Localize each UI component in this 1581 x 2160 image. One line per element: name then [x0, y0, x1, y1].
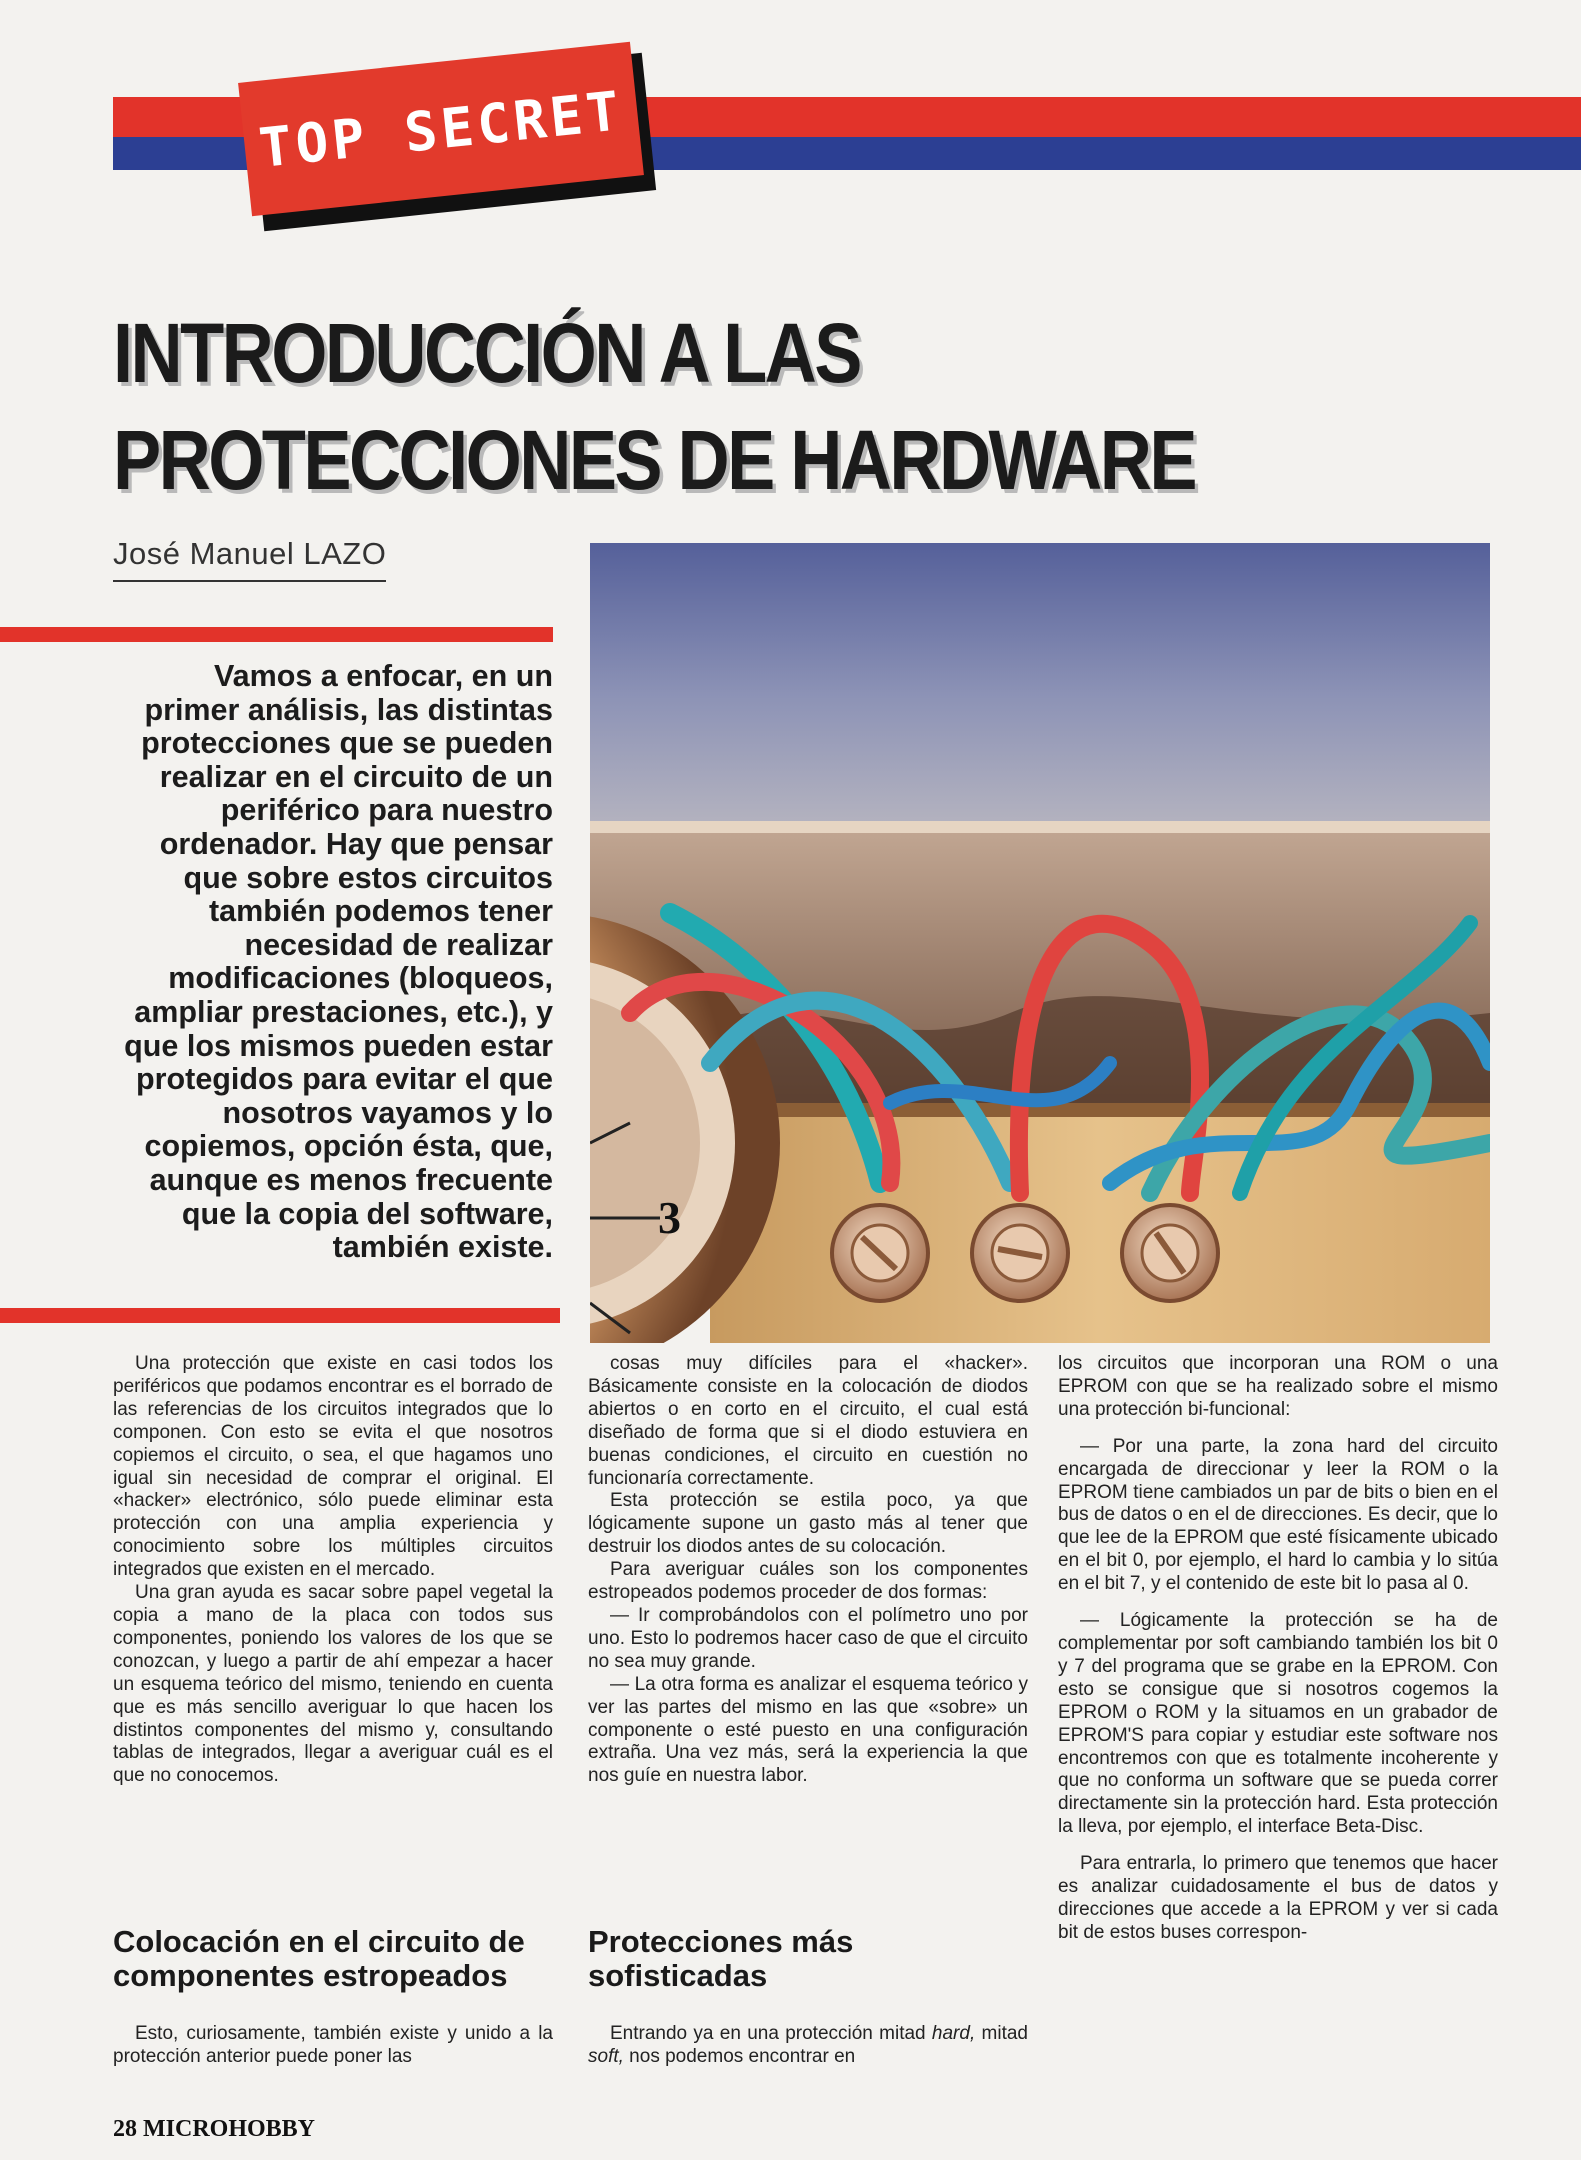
column-1: [113, 1353, 553, 1788]
lead-top-rule: [0, 627, 553, 642]
col1-paragraph-1: Una protección que existe en casi todos los periféricos que podamos encontrar es el borrado de las referencias de los circuitos integrados que lo componen. Con esto se evita el que nosotros copiemos el circuito, o sea, el que hagamos uno igual sin necesidad de comprar el original. El «hacker» electrónico, sólo puede eliminar esta protección con una amplia experiencia y conocimiento sobre los múltiples circuitos integrados que existen en el mercado.: [113, 1353, 553, 1581]
column-3: [1058, 1353, 1498, 1945]
col3-paragraph-2: — Por una parte, la zona hard del circuito encargada de direccionar y leer la ROM o la EPROM tiene cambiados un par de bits o bien en el bus de datos o en el de direcciones. Es decir, que lo que lee de la EPROM que esté físicamente ubicado en el bit 0, por ejemplo, el hard lo cambia y lo sitúa en el bit 7, y el contenido de este bit lo pasa al 0.: [1058, 1435, 1498, 1595]
col2-paragraph-3: Para averiguar cuáles son los componentes estropeados podemos proceder de dos formas:: [588, 1559, 1028, 1604]
illustration-svg: [590, 543, 1490, 1343]
subhead-componentes-estropeados: Colocación en el circuito de componentes estropeados: [113, 1924, 525, 1993]
author-byline: José Manuel LAZO: [113, 536, 386, 582]
subhead-protecciones-sofisticadas: Protecciones más sofisticadas: [588, 1924, 854, 1993]
col1-paragraph-2: Una gran ayuda es sacar sobre papel vegetal la copia a mano de la placa con todos sus componentes, poniendo los valores de los que se conozcan, y luego a partir de ahí empezar a hacer un esquema teórico del mismo, teniendo en cuenta que es más sencillo averiguar lo que hacen los distintos componentes del mismo y, consultando tablas de integrados, llegar a averiguar cuál es el que no conocemos.: [113, 1582, 553, 1787]
lead-bottom-rule: [0, 1308, 560, 1323]
lead-paragraph: Vamos a enfocar, en un primer análisis, las distintas protecciones que se pueden realizar en el circuito de un periférico para nuestro ordenador. Hay que pensar que sobre estos circuitos también podemos tener necesidad de realizar modificaciones (bloqueos, ampliar prestaciones, etc.), y que los mismos pueden estar protegidos para evitar el que nosotros vayamos y lo copiemos, opción ésta, que, aunque es menos frecuente que la copia del software, también existe.: [124, 659, 553, 1265]
column-1-bottom: [113, 2023, 553, 2069]
col2-paragraph-4: — Ir comprobándolos con el polímetro uno por uno. Esto lo podremos hacer caso de que el circuito no sea muy grande.: [588, 1604, 1028, 1672]
title-line-2: PROTECCIONES DE HARDWARE: [113, 413, 1195, 507]
col2-paragraph-1: cosas muy difíciles para el «hacker». Básicamente consiste en la colocación de diodos abiertos o en corto en el circuito, el cual está diseñado de forma que si el diodo estuviera en buenas condiciones, el circuito en cuestión no funcionaría correctamente.: [588, 1353, 1028, 1489]
dial-number: 3: [658, 1192, 681, 1243]
col2-p6-text-a: Entrando ya en una protección mitad: [610, 2023, 932, 2044]
column-2: [588, 1353, 1028, 1788]
col2-p6-hard: hard,: [931, 2023, 976, 2044]
page-title: [113, 300, 1463, 514]
page-footer: 28 MICROHOBBY: [113, 2116, 316, 2142]
col2-p6-text-c: nos podemos encontrar en: [623, 2045, 856, 2067]
col3-paragraph-1: los circuitos que incorporan una ROM o una EPROM con que se ha realizado sobre el mismo una protección bi-funcional:: [1058, 1353, 1498, 1420]
circuit-illustration: [590, 543, 1490, 1343]
col3-paragraph-4: Para entrarla, lo primero que tenemos que hacer es analizar cuidadosamente el bus de datos y direcciones que accede a la EPROM y ver si cada bit de estos buses correspon-: [1058, 1853, 1498, 1943]
col2-p6-soft: soft,: [588, 2045, 624, 2067]
section-badge-label: TOP SECRET: [256, 78, 626, 180]
title-line-1: INTRODUCCIÓN A LAS: [113, 306, 860, 400]
col2-paragraph-6: [588, 2023, 1028, 2069]
col2-p6-text-b: mitad: [975, 2023, 1028, 2044]
col1-paragraph-3: Esto, curiosamente, también existe y unido a la protección anterior puede poner las: [113, 2023, 553, 2067]
column-2-bottom: [588, 2023, 1028, 2069]
col2-paragraph-2: Esta protección se estila poco, ya que lógicamente supone un gasto más al tener que destruir los diodos antes de su colocación.: [588, 1490, 1028, 1558]
col2-paragraph-5: — La otra forma es analizar el esquema teórico y ver las partes del mismo en las que «sobre» un componente o esté puesto en una configuración extraña. Una vez más, será la experiencia la que nos guíe en nuestra labor.: [588, 1673, 1028, 1787]
col3-paragraph-3: — Lógicamente la protección se ha de complementar por soft cambiando también los bit 0 y 7 del programa que se grabe en la EPROM. Con esto se consigue que si nosotros cogemos la EPROM o ROM y la situamos en un grabador de EPROM'S para copiar y estudiar este software nos encontremos con que es totalmente incoherente y que no conforma un software que se pueda correr directamente sin la protección hard. Esta protección la lleva, por ejemplo, el interface Beta-Disc.: [1058, 1610, 1498, 1838]
